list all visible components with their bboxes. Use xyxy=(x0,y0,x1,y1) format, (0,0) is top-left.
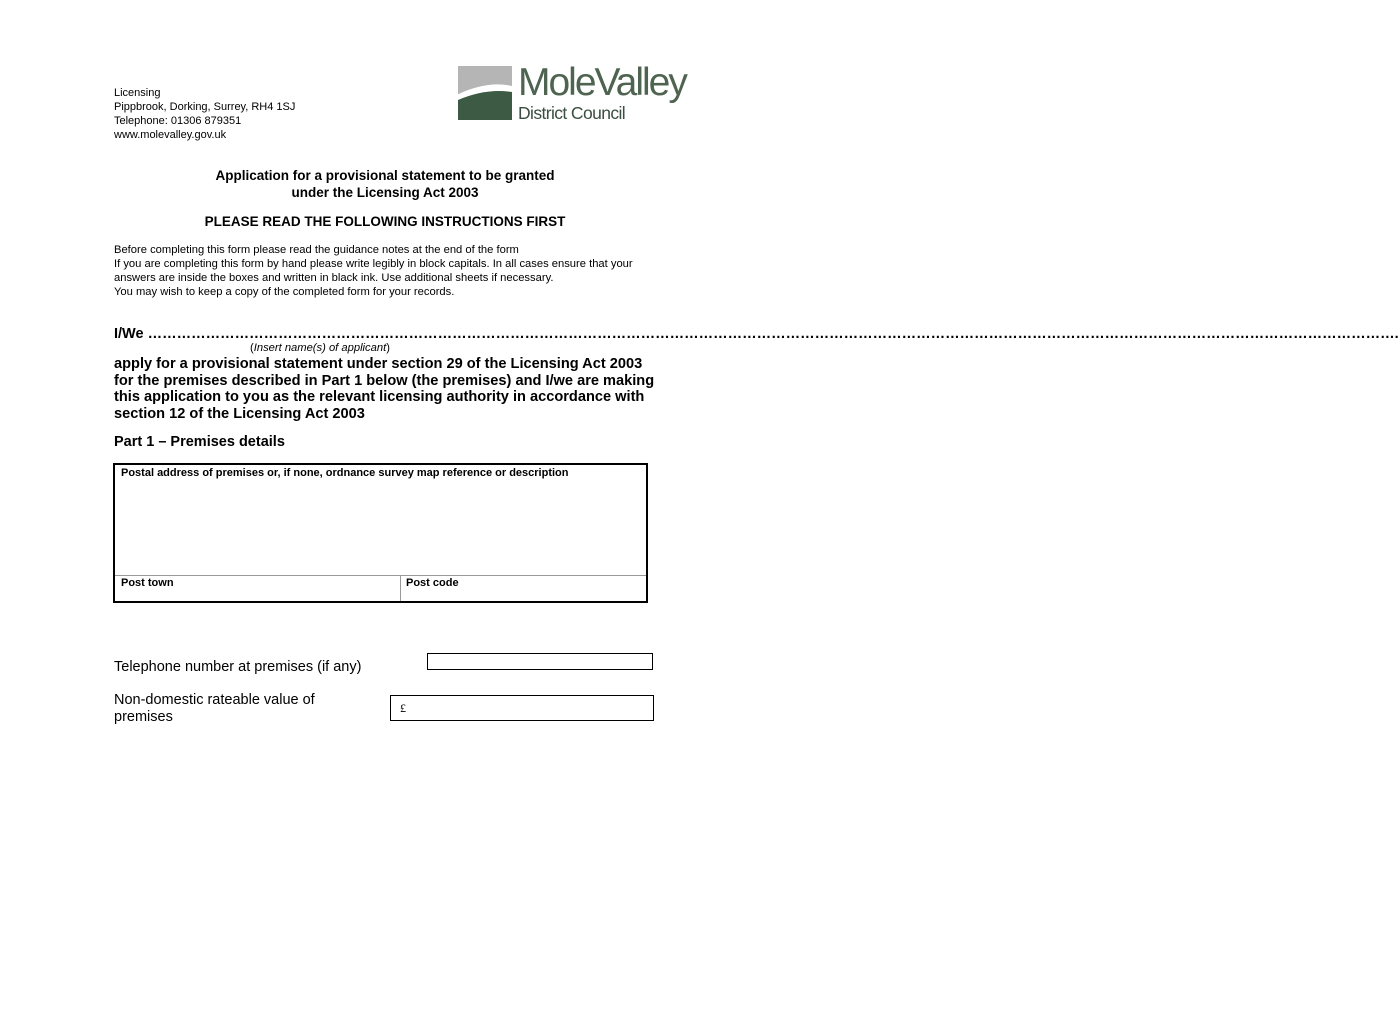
council-address xyxy=(114,86,295,142)
form-title xyxy=(114,167,656,201)
website-link[interactable]: www.molevalley.gov.uk xyxy=(114,129,227,141)
pound-sign: £ xyxy=(400,701,406,715)
part1-heading: Part 1 – Premises details xyxy=(114,434,285,450)
logo-name: MoleValley xyxy=(518,61,686,104)
instruction-paragraph: Before completing this form please read the guidance notes at the end of the form xyxy=(114,244,519,256)
premises-address-box[interactable] xyxy=(113,463,648,603)
hint-open-paren: ( xyxy=(250,342,254,354)
post-code-field[interactable]: Post code xyxy=(406,577,459,589)
address-line: Telephone: 01306 879351 xyxy=(114,115,242,127)
rateable-value-label: Non-domestic rateable value of premises xyxy=(114,692,315,725)
instructions xyxy=(114,243,654,299)
form-title-line: Application for a provisional statement to be granted xyxy=(215,168,555,183)
form-title-line: under the Licensing Act 2003 xyxy=(291,185,479,200)
hint-close-paren: ) xyxy=(386,342,390,354)
post-town-field[interactable]: Post town xyxy=(121,577,174,589)
address-line: Pippbrook, Dorking, Surrey, RH4 1SJ xyxy=(114,101,296,113)
applicant-name-line[interactable]: I/We ……………………………………………………………………………………………………………………………………………………………………………………………………………………………………. xyxy=(114,326,1399,342)
hint-text: Insert name(s) of applicant xyxy=(253,342,387,354)
rateable-value-input[interactable] xyxy=(390,695,654,721)
address-line: Licensing xyxy=(114,87,161,99)
applicant-hint xyxy=(250,342,390,354)
instruction-paragraph: If you are completing this form by hand please write legibly in block capitals. In all cases ensure that your answers are inside the boxes and written in black ink. Use additional sheets if necessary. xyxy=(114,258,633,284)
apply-statement: apply for a provisional statement under section 29 of the Licensing Act 2003 for the premises described in Part 1 below (the premises) and I/we are making this application to you as the relevant licensing authority in accordance with section 12 of the Licensing Act 2003 xyxy=(114,356,655,422)
logo-subname: District Council xyxy=(518,103,626,123)
instruction-paragraph: You may wish to keep a copy of the completed form for your records. xyxy=(114,286,455,298)
logo-mark-icon xyxy=(458,66,512,120)
instructions-heading: PLEASE READ THE FOLLOWING INSTRUCTIONS FIRST xyxy=(204,214,566,229)
council-logo xyxy=(458,61,708,126)
divider xyxy=(400,575,401,601)
telephone-label: Telephone number at premises (if any) xyxy=(114,659,362,675)
address-box-label: Postal address of premises or, if none, ordnance survey map reference or description xyxy=(121,467,569,479)
telephone-input[interactable] xyxy=(427,653,653,670)
divider xyxy=(115,575,646,576)
